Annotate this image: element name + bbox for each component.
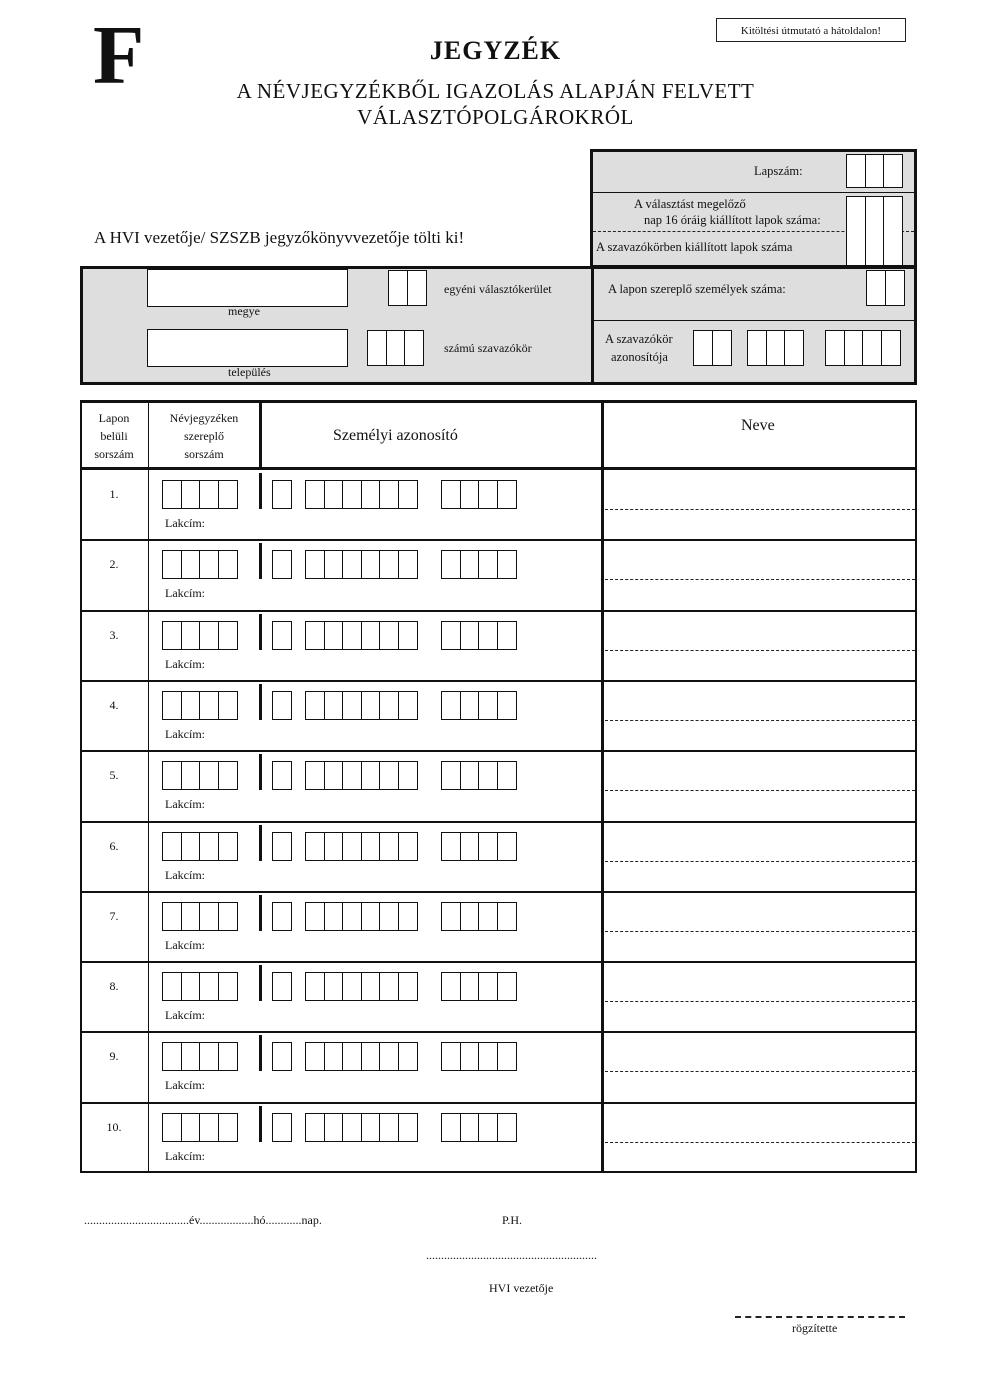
form-letter: F — [93, 9, 145, 102]
col-header-name: Neve — [741, 417, 775, 434]
recorded-line[interactable] — [735, 1316, 905, 1318]
instructions-note: Kitöltési útmutató a hátoldalon! — [716, 18, 906, 42]
id-separator — [259, 754, 262, 790]
personal-id-serial-boxes[interactable] — [441, 480, 515, 509]
name-field[interactable] — [605, 509, 915, 510]
row-divider — [80, 680, 916, 682]
divider — [593, 320, 914, 321]
personal-id-sex-box[interactable] — [272, 1042, 291, 1071]
register-serial-boxes[interactable] — [162, 972, 236, 1001]
personal-id-birth-boxes[interactable] — [305, 621, 416, 650]
address-label: Lakcím: — [165, 516, 205, 530]
prior-sheets-boxes[interactable] — [846, 196, 902, 266]
row-divider — [80, 610, 916, 612]
district-id-label-1: A szavazókör — [605, 332, 673, 346]
district-id-boxes-b[interactable] — [747, 330, 803, 366]
personal-id-birth-boxes[interactable] — [305, 691, 416, 720]
county-label: megye — [228, 304, 260, 318]
register-serial-boxes[interactable] — [162, 1113, 236, 1142]
personal-id-serial-boxes[interactable] — [441, 902, 515, 931]
col-divider-2 — [259, 400, 262, 469]
personal-id-serial-boxes[interactable] — [441, 550, 515, 579]
col-header-register-serial: Névjegyzéken szereplő sorszám — [169, 411, 239, 461]
personal-id-birth-boxes[interactable] — [305, 1113, 416, 1142]
recorded-label: rögzítette — [792, 1321, 838, 1335]
prior-sheets-label-2: nap 16 óráig kiállított lapok száma: — [644, 213, 821, 227]
row-number: 5. — [109, 768, 119, 783]
name-field[interactable] — [605, 650, 915, 651]
name-field[interactable] — [605, 861, 915, 862]
subtitle-line-2: VÁLASZTÓPOLGÁROKRÓL — [357, 105, 634, 129]
personal-id-birth-boxes[interactable] — [305, 832, 416, 861]
name-field[interactable] — [605, 790, 915, 791]
address-label: Lakcím: — [165, 1148, 205, 1163]
row-number: 3. — [109, 627, 119, 642]
name-field[interactable] — [605, 579, 915, 580]
personal-id-serial-boxes[interactable] — [441, 761, 515, 790]
hvi-head-label: HVI vezetője — [489, 1281, 554, 1295]
address-label: Lakcím: — [165, 586, 205, 601]
register-serial-boxes[interactable] — [162, 1042, 236, 1071]
name-field[interactable] — [605, 1071, 915, 1072]
personal-id-sex-box[interactable] — [272, 902, 291, 931]
row-number: 2. — [109, 557, 119, 572]
name-field[interactable] — [605, 720, 915, 721]
page-subtitle — [0, 78, 991, 130]
id-separator — [259, 473, 262, 509]
register-serial-boxes[interactable] — [162, 761, 236, 790]
date-field[interactable]: ...................................év..................hó............nap. — [84, 1213, 322, 1227]
row-divider — [80, 1031, 916, 1033]
id-separator — [259, 825, 262, 861]
row-number: 9. — [109, 1049, 119, 1064]
id-separator — [259, 543, 262, 579]
personal-id-sex-box[interactable] — [272, 480, 291, 509]
address-label: Lakcím: — [165, 867, 205, 882]
district-id-boxes-c[interactable] — [825, 330, 899, 366]
register-serial-boxes[interactable] — [162, 480, 236, 509]
personal-id-sex-box[interactable] — [272, 691, 291, 720]
col-header-personal-id: Személyi azonosító — [333, 427, 458, 444]
row-number: 4. — [109, 697, 119, 712]
district-id-boxes-a[interactable] — [693, 330, 730, 366]
settlement-label: település — [228, 365, 271, 379]
row-divider — [80, 750, 916, 752]
signature-line[interactable]: ......................................................... — [426, 1248, 597, 1262]
personal-id-birth-boxes[interactable] — [305, 550, 416, 579]
name-field[interactable] — [605, 1142, 915, 1143]
page-title: JEGYZÉK — [429, 36, 562, 65]
row-divider — [80, 961, 916, 963]
persons-count-label: A lapon szereplő személyek száma: — [608, 282, 786, 296]
personal-id-sex-box[interactable] — [272, 621, 291, 650]
row-number: 7. — [109, 908, 119, 923]
col-divider-1 — [148, 400, 149, 1173]
personal-id-serial-boxes[interactable] — [441, 832, 515, 861]
row-number: 10. — [106, 1119, 122, 1134]
district-id-label-2: azonosítója — [611, 350, 668, 364]
id-separator — [259, 614, 262, 650]
name-field[interactable] — [605, 931, 915, 932]
county-input[interactable] — [147, 269, 348, 307]
name-field[interactable] — [605, 1001, 915, 1002]
divider — [591, 266, 594, 385]
personal-id-sex-box[interactable] — [272, 832, 291, 861]
register-serial-boxes[interactable] — [162, 691, 236, 720]
personal-id-serial-boxes[interactable] — [441, 1113, 515, 1142]
register-serial-boxes[interactable] — [162, 550, 236, 579]
constituency-boxes[interactable] — [388, 270, 425, 306]
settlement-input[interactable] — [147, 329, 348, 367]
personal-id-serial-boxes[interactable] — [441, 1042, 515, 1071]
id-separator — [259, 965, 262, 1001]
address-label: Lakcím: — [165, 1078, 205, 1093]
fill-note: A HVI vezetője/ SZSZB jegyzőkönyvvezetője tölti ki! — [94, 228, 465, 247]
row-divider — [80, 1102, 916, 1104]
subtitle-line-1: A NÉVJEGYZÉKBŐL IGAZOLÁS ALAPJÁN FELVETT — [236, 79, 755, 103]
personal-id-birth-boxes[interactable] — [305, 902, 416, 931]
personal-id-birth-boxes[interactable] — [305, 761, 416, 790]
address-label: Lakcím: — [165, 797, 205, 812]
col-divider-3 — [601, 400, 604, 1173]
id-separator — [259, 1035, 262, 1071]
personal-id-birth-boxes[interactable] — [305, 972, 416, 1001]
personal-id-birth-boxes[interactable] — [305, 1042, 416, 1071]
district-number-boxes[interactable] — [367, 330, 423, 366]
row-divider — [80, 821, 916, 823]
prior-sheets-label-1: A választást megelőző — [634, 197, 746, 211]
row-divider — [80, 539, 916, 541]
register-serial-boxes[interactable] — [162, 902, 236, 931]
personal-id-serial-boxes[interactable] — [441, 621, 515, 650]
personal-id-sex-box[interactable] — [272, 1113, 291, 1142]
col-header-sheet-serial: Lapon belüli sorszám — [94, 411, 134, 461]
row-number: 6. — [109, 838, 119, 853]
sheet-number-label: Lapszám: — [754, 164, 803, 178]
personal-id-sex-box[interactable] — [272, 761, 291, 790]
row-number: 1. — [109, 487, 119, 501]
row-divider — [80, 891, 916, 893]
register-serial-boxes[interactable] — [162, 621, 236, 650]
register-serial-boxes[interactable] — [162, 832, 236, 861]
address-label: Lakcím: — [165, 726, 205, 741]
header-bottom-border — [80, 467, 917, 470]
address-label: Lakcím: — [165, 937, 205, 952]
id-separator — [259, 1106, 262, 1142]
district-number-label: számú szavazókör — [444, 341, 532, 355]
row-number: 8. — [109, 979, 119, 994]
personal-id-sex-box[interactable] — [272, 550, 291, 579]
sheet-number-boxes[interactable] — [846, 154, 902, 188]
district-sheets-label: A szavazókörben kiállított lapok száma — [596, 240, 793, 254]
stamp-label: P.H. — [502, 1213, 523, 1227]
id-separator — [259, 895, 262, 931]
address-label: Lakcím: — [165, 1008, 205, 1023]
personal-id-sex-box[interactable] — [272, 972, 291, 1001]
personal-id-serial-boxes[interactable] — [441, 691, 515, 720]
personal-id-serial-boxes[interactable] — [441, 972, 515, 1001]
constituency-label: egyéni választókerület — [444, 282, 552, 296]
persons-count-boxes[interactable] — [866, 270, 903, 306]
id-separator — [259, 684, 262, 720]
address-label: Lakcím: — [165, 656, 205, 671]
divider — [593, 192, 914, 193]
personal-id-birth-boxes[interactable] — [305, 480, 416, 509]
